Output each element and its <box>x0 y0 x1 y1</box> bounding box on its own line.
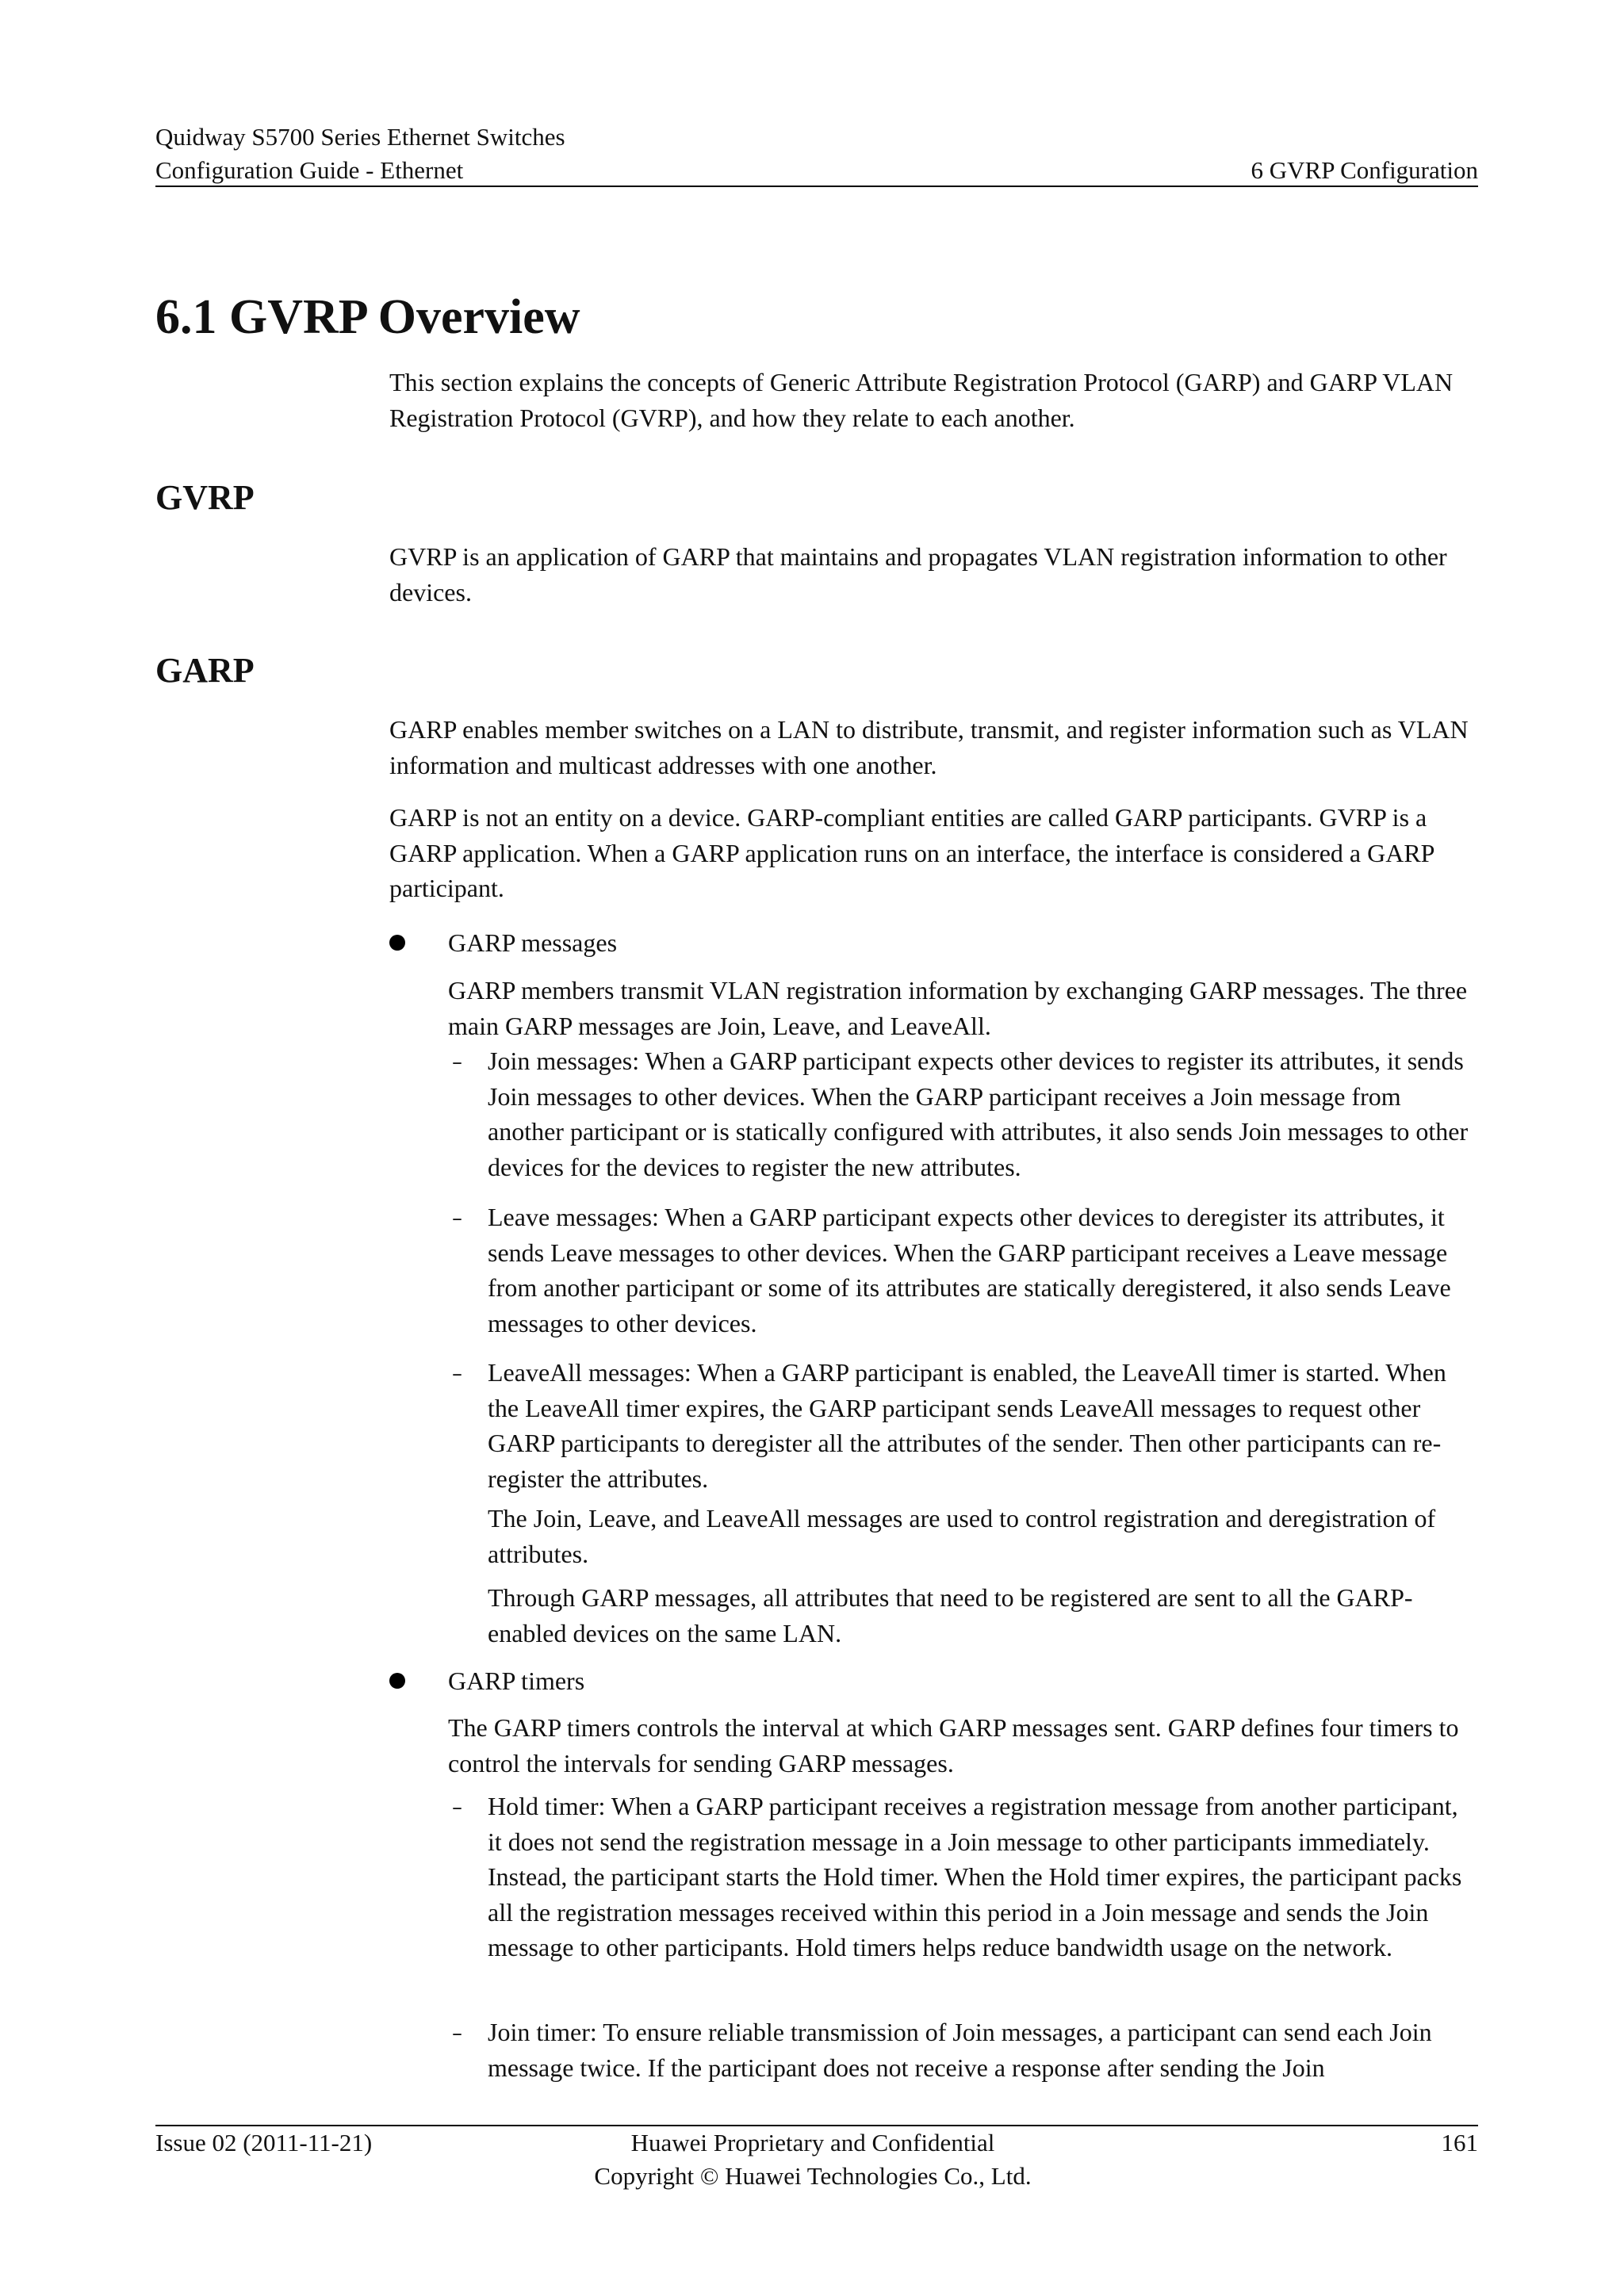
dash-icon: – <box>452 1050 462 1074</box>
sub-item-join-timer: Join timer: To ensure reliable transmission of Join messages, a participant can send each Join message twice. If the participant does not receive a response after sending the Join <box>488 2018 1432 2082</box>
sub-item-hold-timer: Hold timer: When a GARP participant receives a registration message from another participant, it does not send the registration message in a Join message to other participants immediately. Instead, the participant starts the Hold timer. When the Hold timer expires, the participant packs all the registration messages received within this period in a Join message and sends the Join message to other participants. Hold timers helps reduce bandwidth usage on the network. <box>488 1792 1462 1961</box>
dash-icon: – <box>452 1796 462 1820</box>
messages-note-1: The Join, Leave, and LeaveAll messages are used to control registration and deregistration of attributes. <box>488 1504 1436 1568</box>
header-chapter: 6 GVRP Configuration <box>1251 156 1478 184</box>
garp-paragraph-2: GARP is not an entity on a device. GARP-compliant entities are called GARP participants. GVRP is a GARP application. When a GARP application runs on an interface, the interface is considered a GARP participant. <box>389 803 1434 902</box>
footer-confidential-line: Huawei Proprietary and Confidential <box>630 2129 995 2156</box>
page-title: 6.1 GVRP Overview <box>155 290 580 344</box>
footer-page-number: 161 <box>1441 2129 1478 2156</box>
footer-copyright-line: Copyright © Huawei Technologies Co., Ltd. <box>594 2162 1032 2190</box>
section-heading-garp: GARP <box>155 651 255 690</box>
header-product: Quidway S5700 Series Ethernet Switches <box>155 123 565 151</box>
bullet-icon <box>389 1673 405 1689</box>
list-item-garp-messages: GARP messages <box>448 928 618 957</box>
page-header <box>155 121 1478 187</box>
sub-item-leave-messages: Leave messages: When a GARP participant expects other devices to deregister its attributes, it sends Leave messages to other devices. When the GARP participant receives a Leave message from another participant or some of its attributes are statically deregistered, it also sends Leave messages to other devices. <box>488 1203 1451 1337</box>
list-item-garp-timers: GARP timers <box>448 1667 585 1695</box>
garp-paragraph-1: GARP enables member switches on a LAN to distribute, transmit, and register information such as VLAN information and multicast addresses with one another. <box>389 715 1469 779</box>
dash-icon: – <box>452 1362 462 1386</box>
dash-icon: – <box>452 1207 462 1230</box>
footer-issue: Issue 02 (2011-11-21) <box>155 2129 373 2156</box>
dash-icon: – <box>452 2022 462 2045</box>
garp-timers-description: The GARP timers controls the interval at which GARP messages sent. GARP defines four timers to control the intervals for sending GARP messages. <box>448 1713 1459 1777</box>
garp-messages-description: GARP members transmit VLAN registration information by exchanging GARP messages. The three main GARP messages are Join, Leave, and LeaveAll. <box>448 976 1468 1040</box>
footer-confidential <box>555 2126 1071 2193</box>
gvrp-paragraph: GVRP is an application of GARP that maintains and propagates VLAN registration information to other devices. <box>389 542 1447 607</box>
bullet-icon <box>389 935 405 951</box>
header-divider <box>155 186 1478 187</box>
intro-paragraph: This section explains the concepts of Generic Attribute Registration Protocol (GARP) and GARP VLAN Registration Protocol (GVRP), and how they relate to each another. <box>389 368 1454 432</box>
sub-item-leaveall-messages: LeaveAll messages: When a GARP participant is enabled, the LeaveAll timer is started. When the LeaveAll timer expires, the GARP participant sends LeaveAll messages to request other GARP participants to deregister all the attributes of the sender. Then other participants can re-register the attributes. <box>488 1358 1446 1493</box>
messages-note-2: Through GARP messages, all attributes that need to be registered are sent to all the GARP-enabled devices on the same LAN. <box>488 1583 1413 1647</box>
header-guide: Configuration Guide - Ethernet <box>155 156 464 184</box>
sub-item-join-messages: Join messages: When a GARP participant expects other devices to register its attributes, it sends Join messages to other devices. When the GARP participant receives a Join message from another participant or is statically configured with attributes, it also sends Join messages to other devices for the devices to register the new attributes. <box>488 1047 1469 1181</box>
section-heading-gvrp: GVRP <box>155 478 255 517</box>
